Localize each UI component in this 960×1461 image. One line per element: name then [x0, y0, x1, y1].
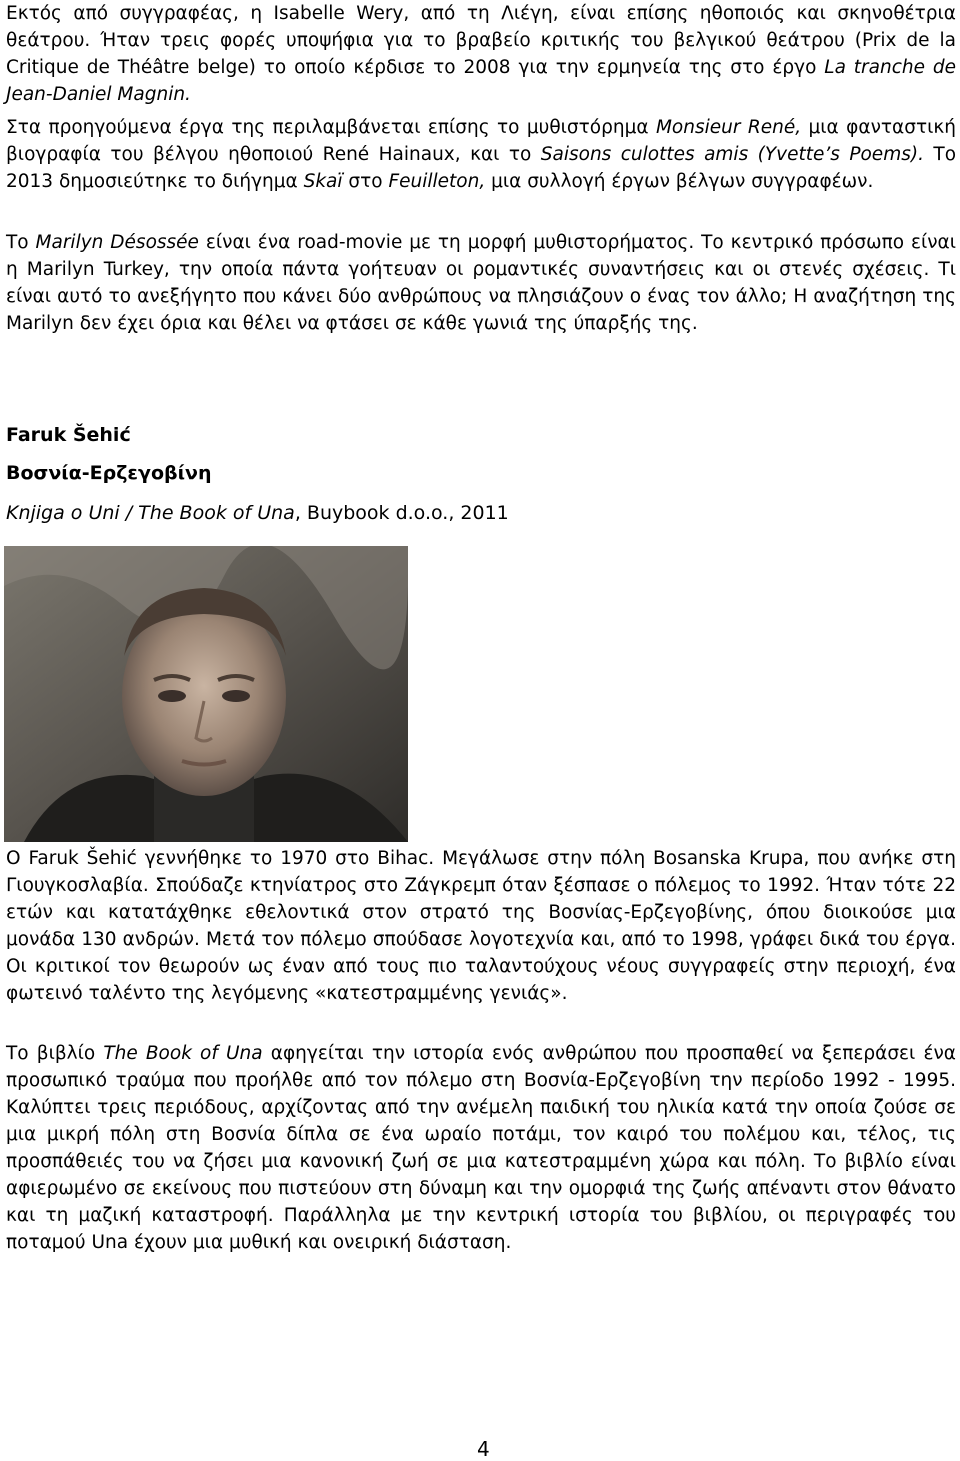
paragraph-previous-works — [6, 114, 956, 195]
text-run: Εκτός από συγγραφέας, η Isabelle Wery, από τη Λιέγη, είναι επίσης ηθοποιός και σκηνοθέτρια θεάτρου. Ήταν τρεις φορές υποψήφια για το βραβείο κριτικής του βελγικού θεάτρου (Prix de la Critique de Théâtre belge) το οποίο κέρδισε το 2008 για την ερμηνεία της στο έργο — [6, 3, 956, 78]
book-title: Knjiga o Uni / The Book of Una — [6, 502, 295, 524]
paragraph-book-of-una — [6, 1040, 956, 1256]
text-run: Στα προηγούμενα έργα της περιλαμβάνεται επίσης το μυθιστόρημα — [6, 117, 656, 138]
text-run: στο — [342, 171, 389, 192]
text-run: Το — [6, 232, 36, 253]
author-name-heading: Faruk Šehić — [6, 424, 131, 446]
text-run: Το βιβλίο — [6, 1043, 104, 1064]
page-number: 4 — [477, 1437, 490, 1461]
book-info-line — [6, 500, 509, 526]
italic-run: La tranche de Jean-Daniel Magnin. — [6, 57, 956, 105]
text-run: αφηγείται την ιστορία ενός ανθρώπου που προσπαθεί να ξεπεράσει ένα προσωπικό τραύμα που προήλθε από τον πόλεμο στη Βοσνία-Ερζεγοβίνη την περίοδο 1992 - 1995. Καλύπτει τρεις περιόδους, αρχίζοντας από την ανέμελη παιδική του ηλικία κατά την οποία ζούσε σε μια μικρή πόλη στη Βοσνία δίπλα σε ένα ωραίο ποτάμι, τον καιρό του πολέμου και, τέλος, τις προσπάθειές του να ζήσει μια κανονική ζωή σε μια κατεστραμμένη χώρα και πόλη. Το βιβλίο είναι αφιερωμένο σε εκείνους που πιστεύουν στη δύναμη και την ομορφιά της ζωής απέναντι στον θάνατο και τη μαζική καταστροφή. Παράλληλα με την κεντρική ιστορία του βιβλίου, οι περιγραφές του ποταμού Una έχουν μια μυθική και ονειρική διάσταση. — [6, 1043, 956, 1253]
italic-run: Marilyn Désossée — [35, 232, 199, 253]
italic-run: The Book of Una — [103, 1043, 263, 1064]
author-country-heading: Βοσνία-Ερζεγοβίνη — [6, 462, 212, 484]
portrait-illustration — [4, 546, 408, 842]
paragraph-isabelle-wery — [6, 0, 956, 108]
text-run: O Faruk Šehić γεννήθηκε το 1970 στο Bihac. Μεγάλωσε στην πόλη Bosanska Krupa, που ανήκε στη Γιουγκοσλαβία. Σπούδαζε κτηνίατρος στο Ζάγκρεμπ όταν ξέσπασε ο πόλεμος το 1992. Ήταν τότε 22 ετών και κατατάχθηκε εθελοντικά στον στρατό της Βοσνίας-Ερζεγοβίνης, όπου διοικούσε μια μονάδα 130 ανδρών. Μετά τον πόλεμο σπούδασε λογοτεχνία και, από το 1998, γράφει δικά του έργα. Οι κριτικοί τον θεωρούν ως έναν από τους πιο ταλαντούχους νέους συγγραφείς στην περιοχή, ένα φωτεινό ταλέντο της λεγόμενης «κατεστραμμένης γενιάς». — [6, 848, 956, 1004]
text-run: είναι ένα road-movie με τη μορφή μυθιστορήματος. Το κεντρικό πρόσωπο είναι η Marilyn Turkey, την οποία πάντα γοήτευαν οι ρομαντικές συναντήσεις και οι στενές σχέσεις. Τι είναι αυτό το ανεξήγητο που κάνει δύο ανθρώπους να πλησιάζουν ο ένας τον άλλο; Η αναζήτηση της Marilyn δεν έχει όρια και θέλει να φτάσει σε κάθε γωνιά της ύπαρξής της. — [6, 232, 956, 334]
italic-run: Skaï — [303, 171, 343, 192]
text-run: μια φανταστική βιογραφία του βέλγου ηθοποιού René Hainaux, και το — [6, 117, 956, 165]
paragraph-marilyn-desossee — [6, 229, 956, 337]
text-run: μια συλλογή έργων βέλγων συγγραφέων. — [485, 171, 874, 192]
text-run: Το 2013 δημοσιεύτηκε το διήγημα — [6, 144, 957, 192]
book-publisher: , Buybook d.o.o., 2011 — [294, 502, 509, 524]
author-portrait-photo — [4, 546, 408, 842]
italic-run: Feuilleton, — [388, 171, 486, 192]
italic-run: Monsieur René, — [655, 117, 802, 138]
paragraph-faruk-biography — [6, 845, 956, 1007]
italic-run: Saisons culottes amis (Yvette’s Poems). — [540, 144, 924, 165]
